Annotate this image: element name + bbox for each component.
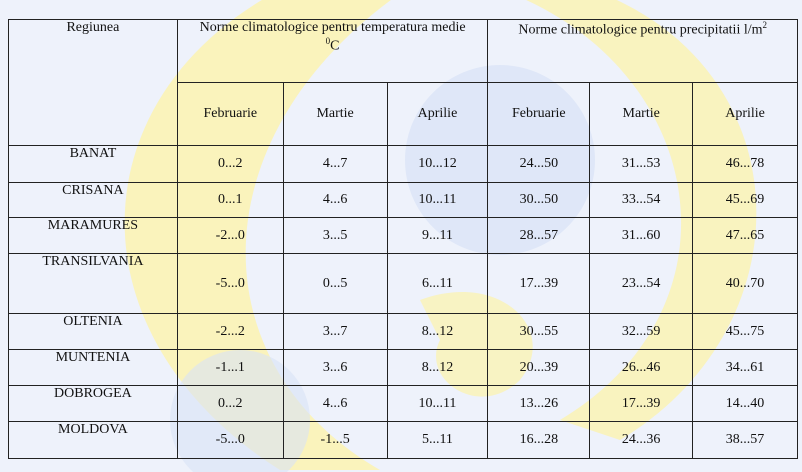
value-cell: 46...78 [693, 146, 798, 183]
value-cell: 3...5 [283, 218, 387, 254]
table-row [9, 314, 798, 350]
value-cell: 24...36 [590, 422, 693, 459]
precipitation-header-label: Norme climatologice pentru precipitatii l/m [518, 22, 763, 38]
table-row [9, 183, 798, 218]
value-cell: 16...28 [488, 422, 590, 459]
table-row [9, 218, 798, 254]
value-cell: -1...5 [283, 422, 387, 459]
table-row [9, 422, 798, 459]
value-cell: -2...0 [177, 218, 283, 254]
value-cell: 8...12 [387, 314, 488, 350]
value-cell: 6...11 [387, 254, 488, 314]
value-cell: 31...60 [590, 218, 693, 254]
value-cell: -2...2 [177, 314, 283, 350]
region-column-header [9, 20, 178, 146]
header-row-top [9, 20, 798, 83]
value-cell: 31...53 [590, 146, 693, 183]
region-cell: MARAMURES [9, 218, 178, 254]
table-row [9, 386, 798, 422]
value-cell: -5...0 [177, 254, 283, 314]
temperature-group-header [177, 20, 488, 83]
value-cell: 4...7 [283, 146, 387, 183]
value-cell: 33...54 [590, 183, 693, 218]
table-row [9, 254, 798, 314]
value-cell: 38...57 [693, 422, 798, 459]
temperature-unit-degree: 0 [325, 36, 331, 46]
value-cell: 10...11 [387, 386, 488, 422]
value-cell: 26...46 [590, 350, 693, 386]
value-cell: 0...1 [177, 183, 283, 218]
table-row [9, 350, 798, 386]
value-cell: 45...75 [693, 314, 798, 350]
value-cell: -5...0 [177, 422, 283, 459]
value-cell: 17...39 [590, 386, 693, 422]
region-cell: TRANSILVANIA [9, 254, 178, 314]
value-cell: 20...39 [488, 350, 590, 386]
month-header-precip-feb: Februarie [488, 83, 590, 146]
temperature-header-label: Norme climatologice pentru temperatura medie [199, 20, 466, 35]
value-cell: 24...50 [488, 146, 590, 183]
region-cell: DOBROGEA [9, 386, 178, 422]
value-cell: 17...39 [488, 254, 590, 314]
value-cell: 9...11 [387, 218, 488, 254]
value-cell: 4...6 [283, 386, 387, 422]
month-header-precip-mar: Martie [590, 83, 693, 146]
value-cell: 23...54 [590, 254, 693, 314]
value-cell: 0...5 [283, 254, 387, 314]
value-cell: 8...12 [387, 350, 488, 386]
value-cell: 5...11 [387, 422, 488, 459]
month-header-temp-apr: Aprilie [387, 83, 488, 146]
month-header-precip-apr: Aprilie [693, 83, 798, 146]
value-cell: 32...59 [590, 314, 693, 350]
value-cell: 28...57 [488, 218, 590, 254]
climate-norms-table [8, 19, 798, 459]
value-cell: 14...40 [693, 386, 798, 422]
value-cell: 3...6 [283, 350, 387, 386]
value-cell: 30...55 [488, 314, 590, 350]
region-cell: MOLDOVA [9, 422, 178, 459]
value-cell: 10...11 [387, 183, 488, 218]
region-header-label: Regiunea [66, 20, 120, 35]
value-cell: 40...70 [693, 254, 798, 314]
month-header-temp-feb: Februarie [177, 83, 283, 146]
table-row [9, 146, 798, 183]
month-header-temp-mar: Martie [283, 83, 387, 146]
value-cell: 30...50 [488, 183, 590, 218]
precipitation-unit-exponent: 2 [762, 20, 768, 30]
region-cell: BANAT [9, 146, 178, 183]
value-cell: 10...12 [387, 146, 488, 183]
value-cell: 0...2 [177, 386, 283, 422]
region-cell: MUNTENIA [9, 350, 178, 386]
temperature-unit: C [330, 38, 340, 54]
value-cell: 4...6 [283, 183, 387, 218]
value-cell: 3...7 [283, 314, 387, 350]
region-cell: OLTENIA [9, 314, 178, 350]
value-cell: 45...69 [693, 183, 798, 218]
value-cell: -1...1 [177, 350, 283, 386]
value-cell: 0...2 [177, 146, 283, 183]
value-cell: 13...26 [488, 386, 590, 422]
value-cell: 34...61 [693, 350, 798, 386]
region-cell: CRISANA [9, 183, 178, 218]
precipitation-group-header [488, 20, 798, 83]
value-cell: 47...65 [693, 218, 798, 254]
